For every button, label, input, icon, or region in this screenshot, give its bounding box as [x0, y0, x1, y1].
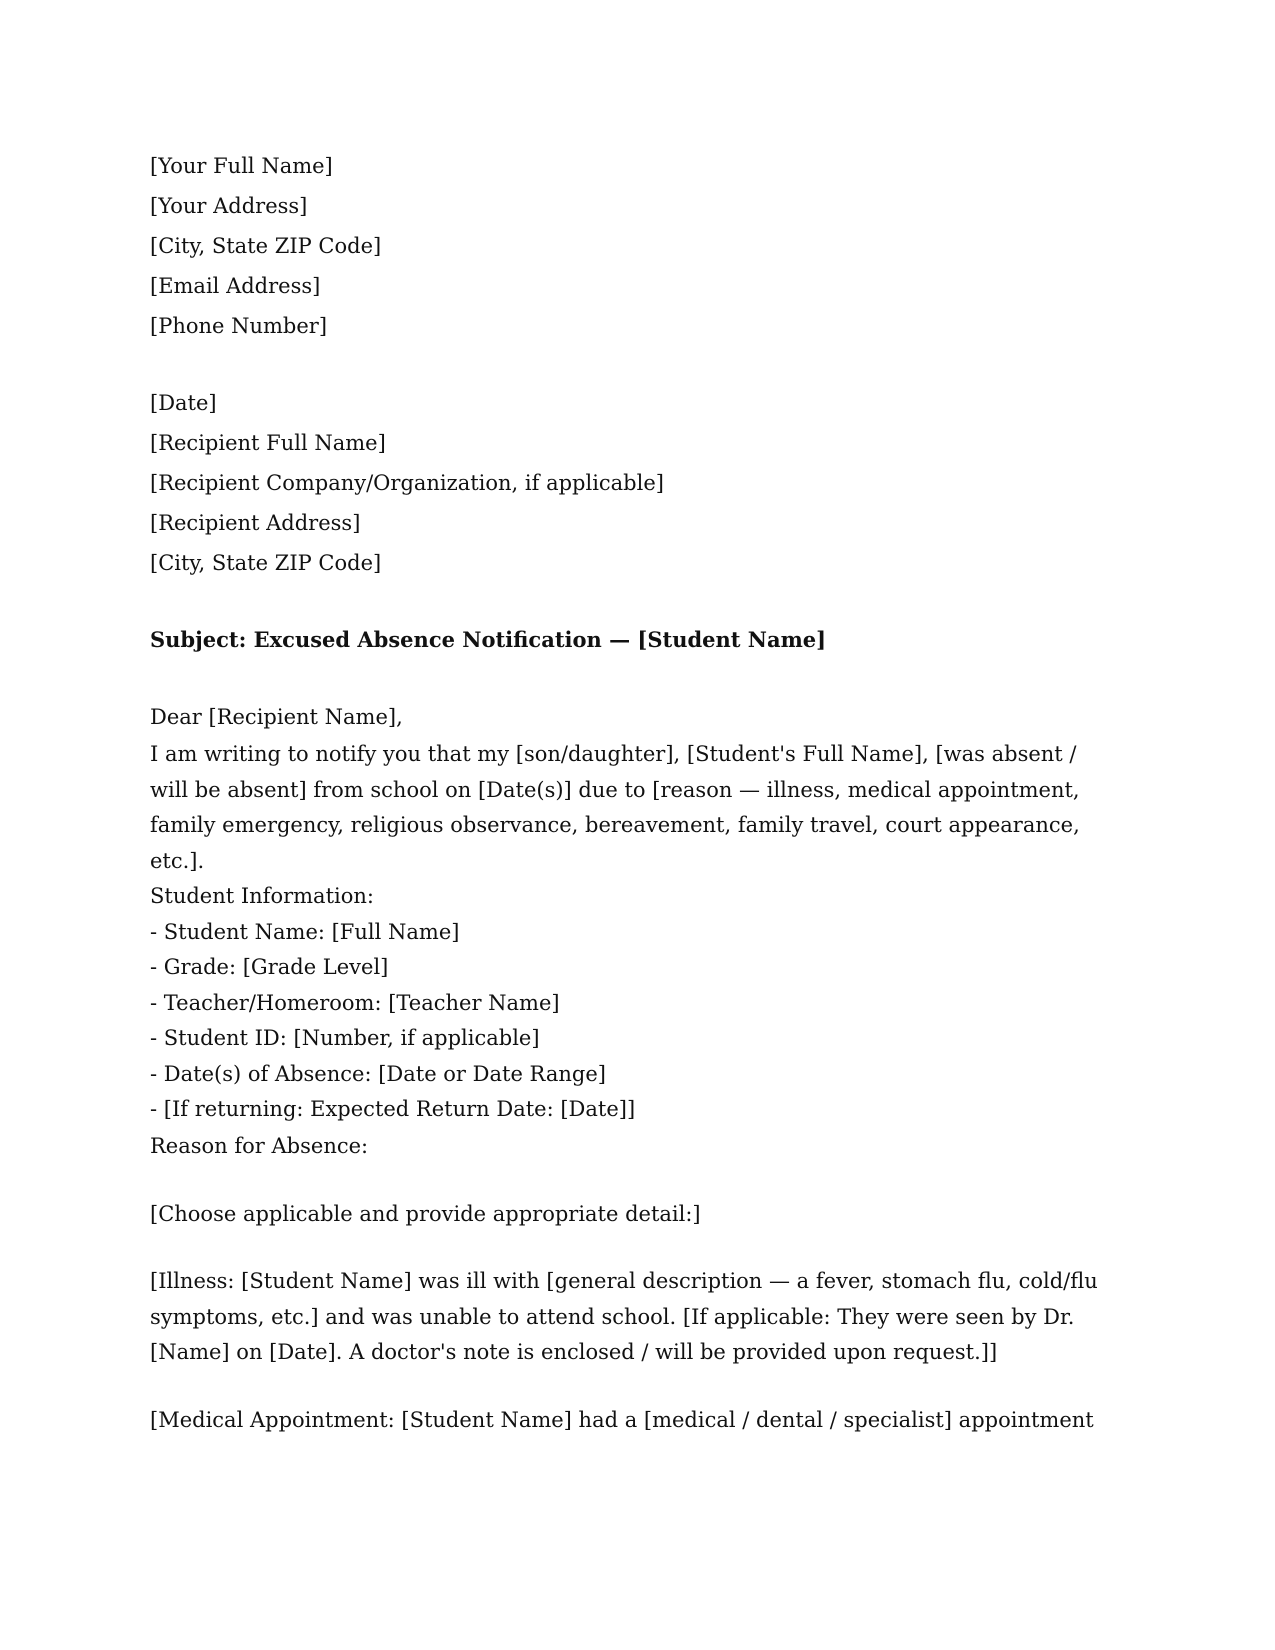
student-info-item: - [If returning: Expected Return Date: [Date]]: [150, 1097, 636, 1121]
spacer: [150, 1165, 1125, 1197]
intro-line: etc.].: [150, 848, 205, 873]
salutation: Dear [Recipient Name],: [150, 705, 403, 729]
spacer: [150, 1232, 1125, 1264]
medical-line: [Medical Appointment: [Student Name] had a [medical / dental / specialist] appointment: [150, 1407, 1094, 1432]
letter-date: [Date]: [150, 391, 217, 415]
intro-line: will be absent] from school on [Date(s)] due to [reason — illness, medical appointment,: [150, 777, 1080, 802]
recipient-name: [Recipient Full Name]: [150, 431, 386, 455]
spacer: [150, 583, 1125, 620]
intro-line: I am writing to notify you that my [son/daughter], [Student's Full Name], [was absent /: [150, 742, 1077, 766]
sender-address: [Your Address]: [150, 194, 308, 218]
sender-block: [150, 146, 1125, 346]
student-info-heading: Student Information:: [150, 884, 374, 908]
intro-line: family emergency, religious observance, bereavement, family travel, court appearance,: [150, 813, 1080, 837]
subject-line: Subject: Excused Absence Notification — [Student Name]: [150, 627, 827, 652]
illness-paragraph: [150, 1264, 1125, 1371]
intro-paragraph: [150, 737, 1125, 879]
student-info-section: [150, 879, 1125, 1128]
illness-line: [Name] on [Date]. A doctor's note is enclosed / will be provided upon request.]]: [150, 1340, 998, 1364]
illness-line: [Illness: [Student Name] was ill with [general description — a fever, stomach flu, cold/flu: [150, 1269, 1098, 1293]
medical-appointment-paragraph: [150, 1403, 1125, 1439]
spacer: [150, 346, 1125, 383]
recipient-block: [150, 423, 1125, 583]
student-info-item: - Grade: [Grade Level]: [150, 955, 389, 979]
sender-name: [Your Full Name]: [150, 154, 333, 178]
sender-phone: [Phone Number]: [150, 314, 328, 338]
sender-email: [Email Address]: [150, 274, 321, 298]
recipient-city-state-zip: [City, State ZIP Code]: [150, 551, 382, 575]
spacer: [150, 1371, 1125, 1403]
student-info-item: - Student ID: [Number, if applicable]: [150, 1026, 540, 1050]
illness-line: symptoms, etc.] and was unable to attend school. [If applicable: They were seen by Dr.: [150, 1304, 1075, 1329]
letter-body: [150, 146, 1125, 1438]
student-info-item: - Date(s) of Absence: [Date or Date Range]: [150, 1061, 606, 1086]
recipient-address: [Recipient Address]: [150, 511, 361, 535]
student-info-item: - Student Name: [Full Name]: [150, 919, 460, 944]
recipient-company: [Recipient Company/Organization, if applicable]: [150, 471, 664, 495]
sender-city-state-zip: [City, State ZIP Code]: [150, 234, 382, 258]
reason-heading: Reason for Absence:: [150, 1133, 369, 1158]
spacer: [150, 660, 1125, 697]
choose-instruction: [Choose applicable and provide appropriate detail:]: [150, 1201, 701, 1226]
student-info-item: - Teacher/Homeroom: [Teacher Name]: [150, 990, 560, 1015]
